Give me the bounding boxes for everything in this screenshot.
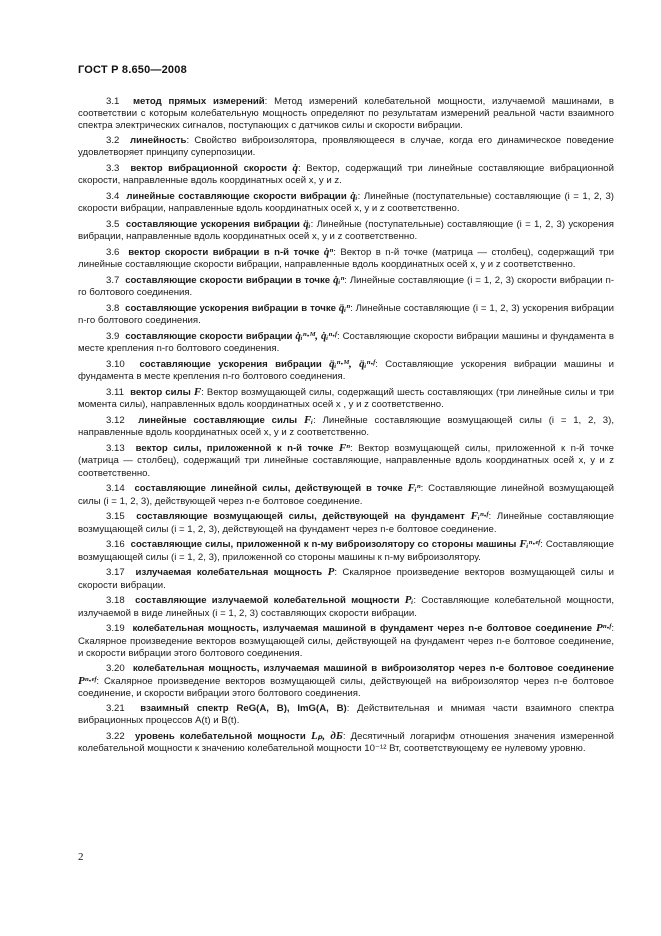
entry-term: составляющие ускорения вибрации в точке: [125, 303, 336, 315]
entry-number: 3.2: [106, 135, 120, 147]
entry-term: взаимный спектр ReG(A, B), ImG(A, B): [140, 702, 347, 714]
entry-symbol: Lₚ, дБ: [310, 729, 343, 742]
entry-definition: : Скалярное произведение векторов возмущающей силы и скорости вибрации.: [78, 567, 615, 591]
entry-term: колебательная мощность, излучаемая машиной в фундамент через n-е болтовое соединение: [132, 623, 593, 635]
entry-symbol: Pⁿ·ᶠ: [595, 622, 612, 635]
definition-entry: [78, 358, 614, 383]
entry-definition: : Составляющие скорости вибрации машины и фундамента в месте крепления n-го болтового соединения.: [78, 331, 614, 355]
entry-definition: : Скалярное произведение векторов возмущающей силы, действующей на виброизолятор через n-е болтовое соединение, и скорости вибрации этого болтового соединения.: [78, 675, 614, 700]
definition-entry: [78, 274, 614, 299]
definition-entry: [78, 414, 614, 439]
entry-symbol: Pᵢ: [404, 594, 414, 607]
entry-number: 3.18: [106, 595, 125, 607]
entry-term: вектор скорости вибрации в n-й точке: [128, 247, 320, 259]
entry-term: составляющие ускорения вибрации: [125, 219, 300, 231]
entry-definition: : Составляющие линейной возмущающей силы (i = 1, 2, 3), действующей через n-е болтовое соединение.: [78, 483, 614, 507]
entry-number: 3.5: [106, 219, 120, 231]
standard-header: ГОСТ Р 8.650—2008: [78, 64, 187, 76]
entry-number: 3.9: [106, 331, 120, 343]
definition-entry: [78, 302, 614, 327]
definition-entry: [78, 482, 614, 507]
definition-entry: [78, 538, 614, 563]
entry-definition: : Линейные (поступательные) составляющие (i = 1, 2, 3) ускорения вибрации, направленные вдоль координатных осей x, y и z соответственно.: [78, 219, 614, 243]
entry-term: составляющие линейной силы, действующей в точке: [134, 483, 403, 495]
entry-symbol: Fᵢⁿ·ᵉᶠ: [519, 538, 541, 551]
entry-symbol: q̇: [292, 162, 299, 175]
entry-definition: : Действительная и мнимая части взаимного спектра вибрационных процессов A(t) и B(t).: [78, 702, 614, 727]
definition-entry: [78, 622, 614, 660]
entry-number: 3.3: [106, 163, 120, 175]
entry-definition: : Составляющие колебательной мощности, излучаемой в виде линейных (i = 1, 2, 3) составляющих скорости вибрации.: [78, 595, 614, 619]
entry-term: составляющие силы, приложенной к n-му виброизолятору со стороны машины: [130, 539, 517, 551]
entry-definition: : Линейные составляющие возмущающей силы (i = 1, 2, 3), действующей на фундамент через n-е болтовое соединение.: [78, 511, 614, 535]
entry-number: 3.12: [106, 415, 125, 427]
entry-definition: : Линейные составляющие (i = 1, 2, 3) скорости вибрации n-го болтового соединения.: [78, 275, 615, 299]
entry-symbol: q̈ᵢ: [303, 218, 311, 231]
entry-definition: : Линейные составляющие возмущающей силы (i = 1, 2, 3), направленные вдоль координатных осей x, y и z соответственно.: [78, 415, 614, 439]
entry-term: уровень колебательной мощности: [135, 730, 306, 742]
entry-number: 3.17: [106, 567, 125, 579]
definition-entry: [78, 663, 614, 701]
entry-symbol: q̇ᵢⁿ: [333, 274, 345, 287]
entry-definition: : Линейные составляющие (i = 1, 2, 3) ускорения вибрации n-го болтового соединения.: [78, 303, 614, 327]
entry-symbol: q̇ᵢⁿ·ᴹ, q̇ᵢⁿ·ᶠ: [295, 330, 337, 343]
entry-definition: : Линейные (поступательные) составляющие (i = 1, 2, 3) скорости вибрации, направленные вдоль координатных осей x, y и z соответственно.: [78, 191, 614, 215]
entry-symbol: q̈ᵢⁿ·ᴹ, q̈ᵢⁿ·ᶠ: [329, 358, 376, 371]
definition-entry: [78, 442, 614, 480]
entry-symbol: Fⁿ: [338, 442, 350, 455]
entry-number: 3.22: [106, 730, 125, 742]
entry-number: 3.6: [106, 247, 120, 259]
entry-symbol: q̇ⁿ: [323, 246, 334, 259]
entry-term: излучаемая колебательная мощность: [135, 567, 323, 579]
entry-term: составляющие излучаемой колебательной мощности: [135, 595, 400, 607]
entry-number: 3.13: [106, 443, 125, 455]
entry-number: 3.21: [106, 702, 125, 714]
definition-entry: [78, 135, 614, 159]
definition-entry: [78, 246, 614, 271]
entry-definition: : Составляющие ускорения вибрации машины и фундамента в месте крепления n-го болтового соединения.: [78, 359, 614, 383]
entry-number: 3.11: [106, 387, 124, 399]
entry-term: вектор силы: [130, 387, 191, 399]
entry-term: метод прямых измерений: [132, 96, 265, 107]
entry-definition: : Метод измерений колебательной мощности, излучаемой машинами, в соответствии с которым колебательную мощность определяют по результатам измерений реальной части взаимного спектра электрических сигналов, поступающих с датчиков силы и скорости вибрации.: [78, 96, 614, 132]
entry-symbol: Fᵢⁿ·ᶠ: [470, 510, 489, 523]
entry-definition: : Вектор, содержащий три линейные составляющие вибрационной скорости, направленные вдоль координатных осей x, y и z.: [78, 163, 614, 187]
definitions-list: [78, 96, 614, 758]
entry-symbol: Pⁿ·ᵉᶠ: [78, 674, 97, 687]
definition-entry: [78, 330, 614, 355]
entry-number: 3.16: [106, 539, 125, 551]
entry-definition: : Десятичный логарифм отношения значения измеренной колебательной мощности к значению колебательной мощности 10⁻¹² Вт, соответствующему ее нулевому уровню.: [78, 730, 614, 755]
entry-term: составляющие возмущающей силы, действующей на фундамент: [136, 511, 465, 523]
entry-term: колебательная мощность, излучаемая машиной в виброизолятор через n-е болтовое соединение: [132, 662, 614, 674]
entry-number: 3.14: [106, 483, 125, 495]
entry-definition: : Составляющие возмущающей силы (i = 1, 2, 3), приложенной со стороны машины к n-му виброизолятору.: [78, 539, 615, 563]
entry-number: 3.8: [106, 303, 120, 315]
entry-definition: : Вектор возмущающей силы, приложенной к n-й точке (матрица — столбец), содержащий три линейные составляющие, направленные вдоль координатных осей x, y и z соответственно.: [78, 443, 614, 479]
entry-term: линейные составляющие силы: [138, 415, 298, 427]
entry-term: составляющие скорости вибрации: [125, 331, 293, 343]
entry-symbol: q̈ᵢⁿ: [338, 302, 351, 315]
entry-definition: : Скалярное произведение векторов возмущающей силы, действующей на фундамент через n-е болтовое соединение, и скорости вибрации этого болтового соединения.: [78, 623, 614, 659]
entry-term: составляющие ускорения вибрации: [139, 359, 322, 371]
entry-number: 3.7: [106, 275, 120, 287]
entry-definition: : Вектор в n-й точке (матрица — столбец), содержащий три линейные составляющие скорости вибрации, направленные вдоль координатных осей x, y и z соответственно.: [78, 247, 614, 271]
entry-definition: : Свойство виброизолятора, проявляющееся в случае, когда его динамическое поведение удовлетворяет принципу суперпозиции.: [78, 135, 614, 159]
definition-entry: [78, 190, 614, 215]
entry-number: 3.1: [106, 96, 120, 107]
entry-symbol: Fᵢⁿ: [407, 482, 421, 495]
definition-entry: [78, 566, 614, 591]
entry-term: составляющие скорости вибрации в точке: [125, 275, 331, 287]
entry-symbol: P: [327, 566, 335, 579]
entry-term: линейные составляющие скорости вибрации: [126, 191, 347, 203]
entry-symbol: F: [193, 386, 202, 399]
entry-number: 3.19: [106, 623, 125, 635]
entry-term: вектор силы, приложенной к n-й точке: [135, 443, 334, 455]
definition-entry: [78, 703, 614, 727]
entry-definition: : Вектор возмущающей силы, содержащий шесть составляющих (три линейные силы и три момента силы), направленных вдоль координатных осей x , y и z соответственно.: [78, 387, 614, 411]
definition-entry: [78, 218, 614, 243]
definition-entry: [78, 594, 614, 619]
definition-entry: [78, 730, 614, 755]
entry-number: 3.20: [106, 662, 125, 674]
entry-number: 3.15: [106, 511, 125, 523]
definition-entry: [78, 96, 614, 133]
entry-number: 3.10: [106, 359, 125, 371]
page-number: 2: [78, 851, 84, 863]
definition-entry: [78, 510, 614, 535]
entry-term: линейность: [129, 135, 187, 147]
definition-entry: [78, 386, 614, 411]
definition-entry: [78, 162, 614, 187]
entry-term: вектор вибрационной скорости: [130, 163, 287, 175]
entry-symbol: Fᵢ: [303, 414, 314, 427]
entry-symbol: q̇ᵢ: [350, 190, 358, 203]
entry-number: 3.4: [106, 191, 120, 203]
